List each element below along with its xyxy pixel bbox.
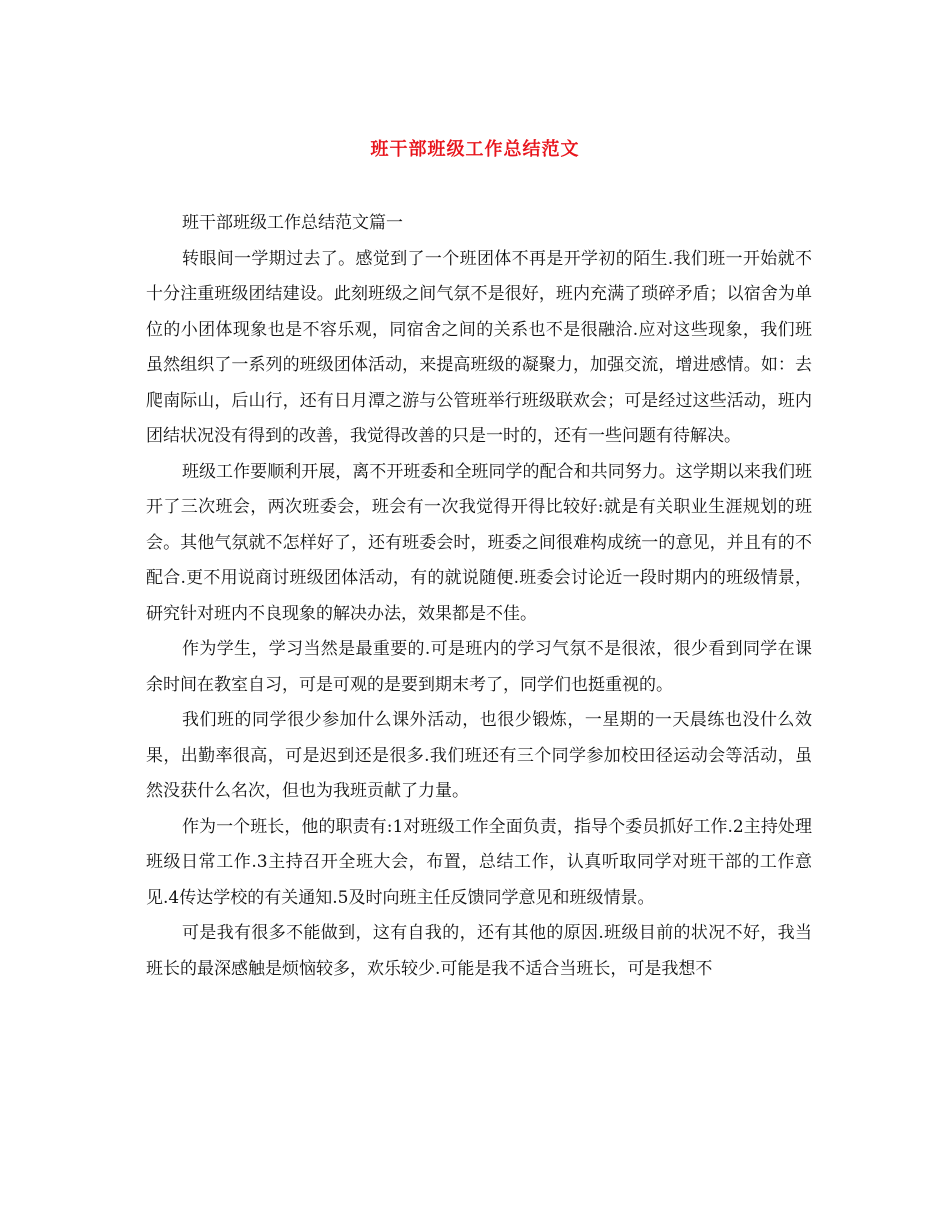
document-title: 班干部班级工作总结范文 bbox=[370, 139, 580, 160]
paragraph-1: 转眼间一学期过去了。感觉到了一个班团体不再是开学初的陌生.我们班一开始就不十分注重班级团结建设。此刻班级之间气氛不是很好，班内充满了琐碎矛盾；以宿舍为单位的小团体现象也是不容乐观，同宿舍之间的关系也不是很融洽.应对这些现象，我们班虽然组织了一系列的班级团体活动，来提高班级的凝聚力，加强交流，增进感情。如：去爬南际山，后山行，还有日月潭之游与公管班举行班级联欢会；可是经过这些活动，班内团结状况没有得到的改善，我觉得改善的只是一时的，还有一些问题有待解决。 bbox=[146, 248, 812, 446]
document-body bbox=[146, 206, 812, 987]
paragraph-6: 可是我有很多不能做到，这有自我的，还有其他的原因.班级目前的状况不好，我当班长的最深感触是烦恼较多，欢乐较少.可能是我不适合当班长，可是我想不 bbox=[146, 923, 812, 979]
paragraph-3: 作为学生，学习当然是最重要的.可是班内的学习气氛不是很浓，很少看到同学在课余时间在教室自习，可是可观的是要到期末考了，同学们也挺重视的。 bbox=[146, 639, 812, 695]
paragraph-5: 作为一个班长，他的职责有:1对班级工作全面负责，指导个委员抓好工作.2主持处理班级日常工作.3主持召开全班大会，布置，总结工作，认真听取同学对班干部的工作意见.4传达学校的有关通知.5及时向班主任反馈同学意见和班级情景。 bbox=[146, 816, 812, 908]
paragraph-2: 班级工作要顺利开展，离不开班委和全班同学的配合和共同努力。这学期以来我们班开了三次班会，两次班委会，班会有一次我觉得开得比较好:就是有关职业生涯规划的班会。其他气氛就不怎样好了，还有班委会时，班委之间很难构成统一的意见，并且有的不配合.更不用说商讨班级团体活动，有的就说随便.班委会讨论近一段时期内的班级情景，研究针对班内不良现象的解决办法，效果都是不佳。 bbox=[146, 461, 812, 624]
section-heading: 班干部班级工作总结范文篇一 bbox=[182, 213, 403, 233]
paragraph-4: 我们班的同学很少参加什么课外活动，也很少锻炼，一星期的一天晨练也没什么效果，出勤率很高，可是迟到还是很多.我们班还有三个同学参加校田径运动会等活动，虽然没获什么名次，但也为我班贡献了力量。 bbox=[146, 710, 812, 801]
